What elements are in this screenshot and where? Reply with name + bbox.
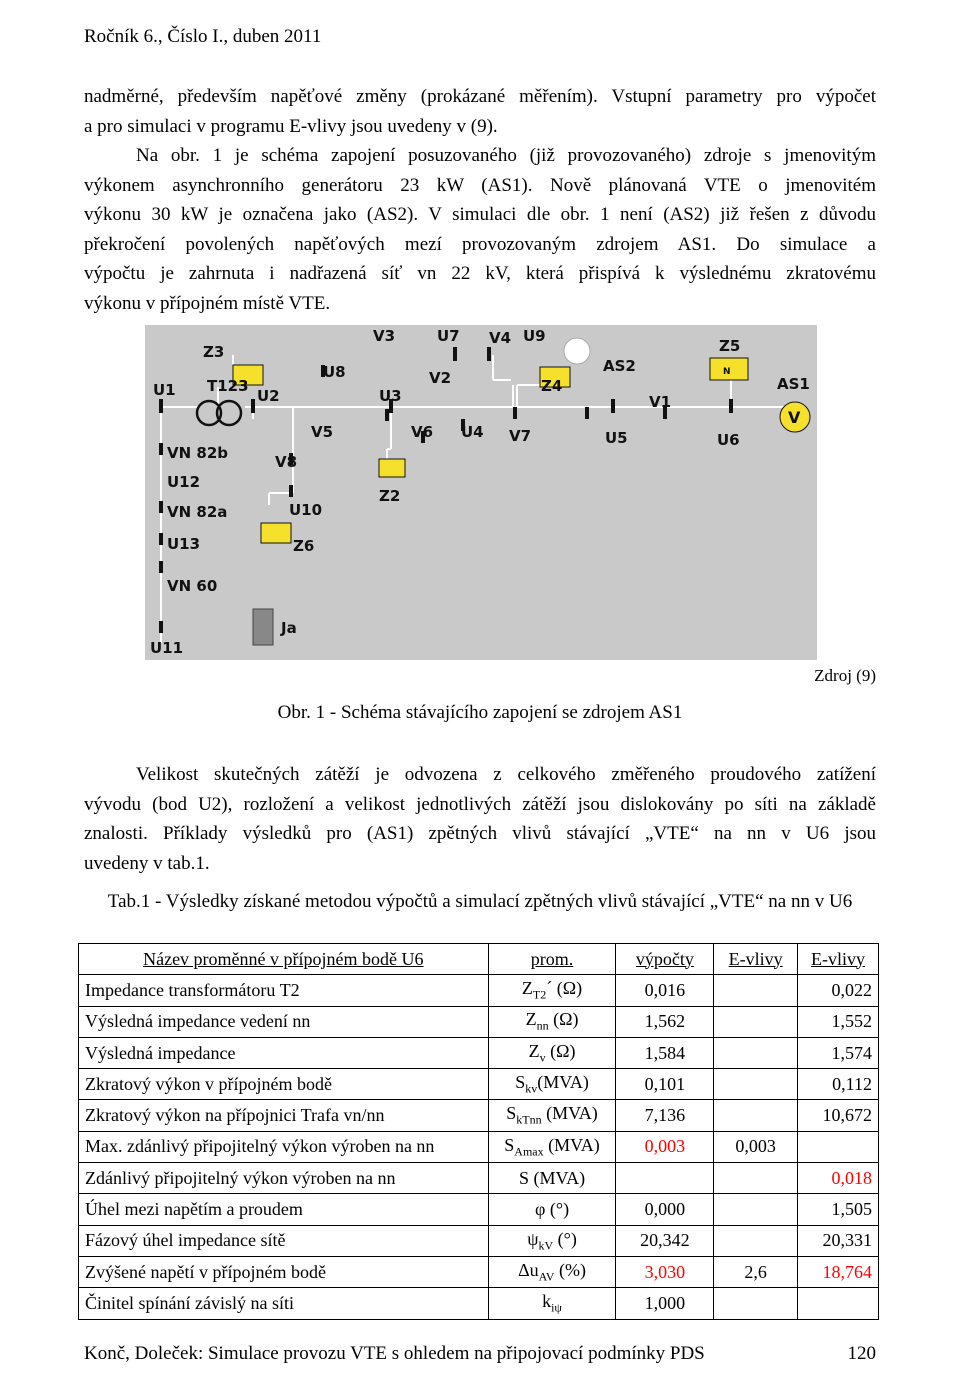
cell-evlivy-b: 18,764 bbox=[798, 1256, 879, 1287]
label-z5: Z5 bbox=[719, 337, 741, 355]
unit-text: (Ω) bbox=[548, 1009, 579, 1030]
label-u1: U1 bbox=[153, 381, 176, 399]
cell-evlivy-b: 20,331 bbox=[798, 1225, 879, 1256]
cell-evlivy-b: 0,112 bbox=[798, 1069, 879, 1100]
cell-evlivy-a bbox=[714, 1037, 798, 1068]
label-u10: U10 bbox=[289, 501, 323, 519]
paragraph-2 bbox=[84, 141, 876, 318]
cell-symbol bbox=[488, 1194, 616, 1225]
label-u7: U7 bbox=[437, 327, 460, 345]
table-row bbox=[79, 1131, 879, 1162]
cell-symbol bbox=[488, 1006, 616, 1037]
symbol-text: Z bbox=[525, 1009, 537, 1030]
cell-variable-name: Zkratový výkon na přípojnici Trafa vn/nn bbox=[79, 1100, 489, 1131]
cell-variable-name: Činitel spínání závislý na síti bbox=[79, 1288, 489, 1319]
cell-calculated: 7,136 bbox=[616, 1100, 714, 1131]
label-u11: U11 bbox=[150, 639, 184, 657]
cell-variable-name: Fázový úhel impedance sítě bbox=[79, 1225, 489, 1256]
symbol-subscript: kTnn bbox=[516, 1112, 542, 1127]
cell-calculated bbox=[616, 1163, 714, 1194]
cell-symbol bbox=[488, 975, 616, 1006]
cell-evlivy-a bbox=[714, 975, 798, 1006]
cell-evlivy-a bbox=[714, 1288, 798, 1319]
column-header: prom. bbox=[488, 944, 616, 975]
paragraph-1 bbox=[84, 82, 876, 141]
table-row bbox=[79, 975, 879, 1006]
cell-evlivy-a bbox=[714, 1100, 798, 1131]
table-row bbox=[79, 1194, 879, 1225]
cell-variable-name: Zdánlivý připojitelný výkon výroben na nn bbox=[79, 1163, 489, 1194]
cell-evlivy-b bbox=[798, 1131, 879, 1162]
label-u4: U4 bbox=[461, 423, 484, 441]
cell-calculated: 1,000 bbox=[616, 1288, 714, 1319]
table-row bbox=[79, 1256, 879, 1287]
symbol-text: Δu bbox=[518, 1259, 539, 1280]
label-v7: V7 bbox=[509, 427, 532, 445]
text-line: Velikost skutečných zátěží je odvozena z celkového změřeného proudového zatížení bbox=[136, 764, 876, 785]
symbol-text: φ (°) bbox=[534, 1199, 570, 1220]
symbol-subscript: v bbox=[539, 1050, 546, 1065]
cell-calculated: 3,030 bbox=[616, 1256, 714, 1287]
table-row bbox=[79, 1163, 879, 1194]
text-line: výkonu 30 kW je označena jako (AS2). V simulaci dle obr. 1 není (AS2) již řešen z důvodu bbox=[84, 204, 876, 225]
label-z2: Z2 bbox=[379, 487, 401, 505]
label-v1: V1 bbox=[649, 393, 672, 411]
text-line: a pro simulaci v programu E-vlivy jsou uvedeny v (9). bbox=[84, 115, 498, 137]
symbol-subscript: Amax bbox=[514, 1144, 544, 1159]
symbol-subscript: kV bbox=[538, 1238, 554, 1253]
cell-calculated: 0,101 bbox=[616, 1069, 714, 1100]
symbol-subscript: nn bbox=[536, 1019, 549, 1034]
label-v8: V8 bbox=[275, 453, 298, 471]
cell-evlivy-a: 2,6 bbox=[714, 1256, 798, 1287]
unit-text: (MVA) bbox=[541, 1103, 598, 1124]
cell-calculated: 0,000 bbox=[616, 1194, 714, 1225]
table-title: Tab.1 - Výsledky získané metodou výpočtů a simulací zpětných vlivů stávající „VTE“ na nn v U6 bbox=[107, 891, 853, 912]
unit-text: (MVA) bbox=[543, 1134, 600, 1155]
cell-symbol bbox=[488, 1069, 616, 1100]
symbol-text: S bbox=[504, 1134, 515, 1155]
column-header: E-vlivy bbox=[798, 944, 879, 975]
table-row bbox=[79, 1006, 879, 1037]
cell-evlivy-b: 0,018 bbox=[798, 1163, 879, 1194]
label-u6: U6 bbox=[717, 431, 740, 449]
unit-text: (%) bbox=[554, 1259, 586, 1280]
cell-variable-name: Zvýšené napětí v přípojném bodě bbox=[79, 1256, 489, 1287]
figure-caption: Obr. 1 - Schéma stávajícího zapojení se zdrojem AS1 bbox=[277, 702, 683, 723]
unit-text: (°) bbox=[553, 1228, 577, 1249]
load-z2-icon bbox=[379, 459, 405, 477]
cell-symbol bbox=[488, 1037, 616, 1068]
label-z4: Z4 bbox=[541, 377, 563, 395]
generator-as2-icon bbox=[564, 338, 590, 364]
label-v3: V3 bbox=[373, 327, 396, 345]
text-line: výkonem asynchronního generátoru 23 kW (AS1). Nově plánovaná VTE o jmenovitém bbox=[84, 174, 876, 196]
text-line: Na obr. 1 je schéma zapojení posuzovaného (již provozovaného) zdroje s jmenovitým bbox=[136, 145, 876, 166]
symbol-subscript: AV bbox=[538, 1269, 555, 1284]
table-row bbox=[79, 1288, 879, 1319]
table-row bbox=[79, 1037, 879, 1068]
cell-symbol bbox=[488, 1225, 616, 1256]
label-v-meter: V bbox=[788, 408, 801, 427]
results-table bbox=[78, 943, 879, 1320]
footer bbox=[84, 1343, 876, 1365]
text-line: překročení povolených napěťových mezí provozovaným zdrojem AS1. Do simulace a bbox=[84, 233, 876, 255]
cell-symbol bbox=[488, 1288, 616, 1319]
cell-variable-name: Výsledná impedance bbox=[79, 1037, 489, 1068]
cell-calculated: 0,003 bbox=[616, 1131, 714, 1162]
cell-evlivy-a bbox=[714, 1163, 798, 1194]
label-n: N bbox=[723, 367, 731, 377]
label-vn60: VN 60 bbox=[167, 577, 218, 595]
label-vn82a: VN 82a bbox=[167, 503, 228, 521]
label-z6: Z6 bbox=[293, 537, 315, 555]
cell-evlivy-a: 0,003 bbox=[714, 1131, 798, 1162]
cell-evlivy-b: 10,672 bbox=[798, 1100, 879, 1131]
cell-calculated: 1,584 bbox=[616, 1037, 714, 1068]
label-u13: U13 bbox=[167, 535, 201, 553]
label-z3: Z3 bbox=[203, 343, 225, 361]
symbol-subscript: kv bbox=[525, 1081, 538, 1096]
footer-citation: Konč, Doleček: Simulace provozu VTE s ohledem na připojovací podmínky PDS bbox=[84, 1343, 705, 1364]
cell-symbol bbox=[488, 1131, 616, 1162]
table-row bbox=[79, 1069, 879, 1100]
column-header: Název proměnné v přípojném bodě U6 bbox=[79, 944, 489, 975]
label-v2: V2 bbox=[429, 369, 452, 387]
cell-calculated: 20,342 bbox=[616, 1225, 714, 1256]
label-vn82b: VN 82b bbox=[167, 444, 228, 462]
cell-calculated: 1,562 bbox=[616, 1006, 714, 1037]
cell-calculated: 0,016 bbox=[616, 975, 714, 1006]
figure-source: Zdroj (9) bbox=[814, 666, 876, 685]
unit-text: (Ω) bbox=[545, 1040, 576, 1061]
cell-evlivy-b: 1,505 bbox=[798, 1194, 879, 1225]
label-as1: AS1 bbox=[777, 375, 810, 393]
cell-symbol bbox=[488, 1100, 616, 1131]
transformer-t123-icon bbox=[197, 401, 241, 425]
page-number: 120 bbox=[847, 1343, 876, 1364]
label-u3: U3 bbox=[379, 387, 402, 405]
label-v4: V4 bbox=[489, 329, 512, 347]
cell-evlivy-a bbox=[714, 1006, 798, 1037]
cell-variable-name: Úhel mezi napětím a proudem bbox=[79, 1194, 489, 1225]
label-u9: U9 bbox=[523, 327, 546, 345]
label-v5: V5 bbox=[311, 423, 334, 441]
cell-symbol bbox=[488, 1256, 616, 1287]
cell-variable-name: Impedance transformátoru T2 bbox=[79, 975, 489, 1006]
label-u5: U5 bbox=[605, 429, 628, 447]
label-as2: AS2 bbox=[603, 357, 636, 375]
cell-variable-name: Zkratový výkon v přípojném bodě bbox=[79, 1069, 489, 1100]
cell-evlivy-b: 0,022 bbox=[798, 975, 879, 1006]
cell-evlivy-a bbox=[714, 1194, 798, 1225]
column-header: E-vlivy bbox=[714, 944, 798, 975]
text-line: uvedeny v tab.1. bbox=[84, 852, 210, 874]
cell-evlivy-a bbox=[714, 1069, 798, 1100]
cell-evlivy-b bbox=[798, 1288, 879, 1319]
paragraph-3 bbox=[84, 760, 876, 878]
cell-variable-name: Výsledná impedance vedení nn bbox=[79, 1006, 489, 1037]
cell-symbol bbox=[488, 1163, 616, 1194]
symbol-text: Z bbox=[521, 978, 533, 999]
table-row bbox=[79, 1100, 879, 1131]
cell-evlivy-a bbox=[714, 1225, 798, 1256]
text-line: výpočtu je zahrnuta i nadřazená síť vn 22 kV, která přispívá k výslednému zkratovému bbox=[84, 263, 876, 284]
table-header-row bbox=[79, 944, 879, 975]
symbol-text: S bbox=[506, 1103, 517, 1124]
symbol-text: S (MVA) bbox=[518, 1167, 586, 1188]
label-v6: V6 bbox=[411, 423, 434, 441]
cell-variable-name: Max. zdánlivý připojitelný výkon výroben na nn bbox=[79, 1131, 489, 1162]
schematic-svg bbox=[145, 325, 817, 660]
symbol-subscript: T2 bbox=[532, 987, 547, 1002]
cell-evlivy-b: 1,552 bbox=[798, 1006, 879, 1037]
column-header: výpočty bbox=[616, 944, 714, 975]
text-line: znalosti. Příklady výsledků pro (AS1) zpětných vlivů stávající „VTE“ na nn v U6 jsou bbox=[84, 823, 876, 844]
label-ja: Ja bbox=[281, 619, 297, 637]
table-row bbox=[79, 1225, 879, 1256]
symbol-text: ψ bbox=[527, 1228, 539, 1249]
label-u8: U8 bbox=[323, 363, 346, 381]
text-line: nadměrné, především napěťové změny (prokázané měřením). Vstupní parametry pro výpočet bbox=[84, 86, 876, 107]
unit-text: ´ (Ω) bbox=[546, 978, 583, 999]
network-schematic bbox=[145, 325, 817, 660]
running-header: Ročník 6., Číslo I., duben 2011 bbox=[84, 26, 322, 47]
label-u2: U2 bbox=[257, 387, 280, 405]
cell-evlivy-b: 1,574 bbox=[798, 1037, 879, 1068]
symbol-text: k bbox=[542, 1291, 552, 1312]
label-u12: U12 bbox=[167, 473, 201, 491]
load-z6-icon bbox=[261, 523, 291, 543]
text-line: vývodu (bod U2), rozložení a velikost jednotlivých zátěží jsou dislokovány po síti na základě bbox=[84, 793, 876, 815]
symbol-text: S bbox=[515, 1072, 526, 1093]
symbol-text: Z bbox=[528, 1040, 540, 1061]
text-line: výkonu v přípojném místě VTE. bbox=[84, 292, 331, 314]
unit-text: (MVA) bbox=[537, 1072, 589, 1093]
label-t123: T123 bbox=[207, 377, 249, 395]
source-ja-icon bbox=[253, 609, 273, 645]
symbol-subscript: iψ bbox=[551, 1300, 562, 1315]
